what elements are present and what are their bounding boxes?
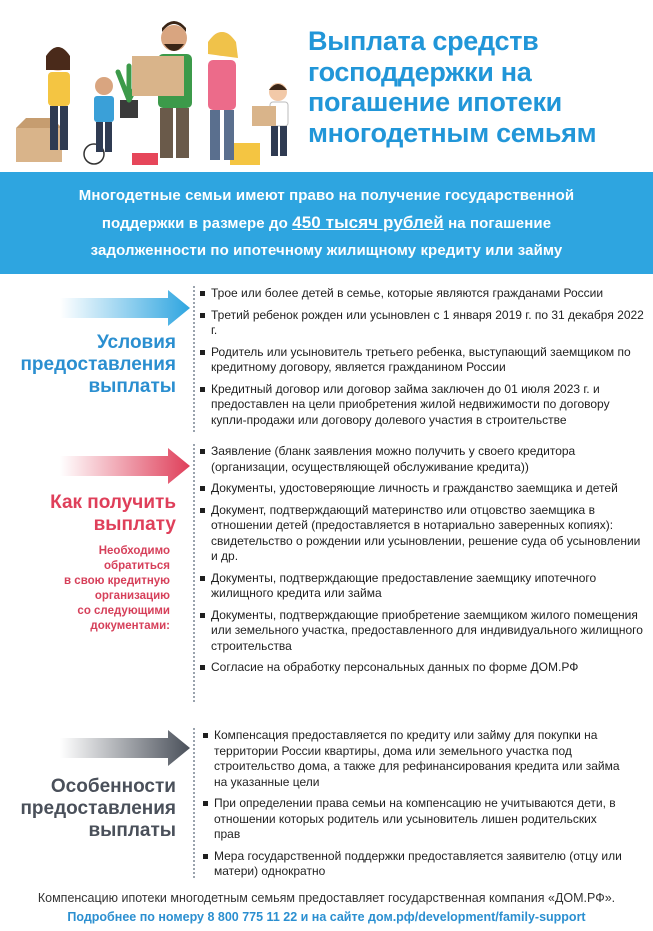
small-boy-box xyxy=(252,106,276,126)
hero xyxy=(0,0,653,170)
list-item: Трое или более детей в семье, которые являются гражданами России xyxy=(199,286,647,302)
features-section xyxy=(0,722,653,882)
features-divider xyxy=(193,728,195,878)
conditions-arrow-icon xyxy=(60,290,190,326)
page-title xyxy=(308,26,648,148)
footer-provider: Компенсацию ипотеки многодетным семьям предоставляет государственная компания «ДОМ.РФ». xyxy=(37,891,616,905)
list-item: Мера государственной поддержки предоставляется заявителю (отцу или матери) однократно xyxy=(202,849,622,880)
title-line-3: погашение ипотеки xyxy=(308,87,562,117)
list-item: Компенсация предоставляется по кредиту или займу для покупки на территории России квартиры, дома или земельного участка под строительство дома, а также для рефинансирования кредита или займа на указанные цели xyxy=(202,728,622,790)
list-item: Документы, удостоверяющие личность и гражданство заемщика и детей xyxy=(199,481,647,497)
list-item: Документ, подтверждающий материнство или отцовство заемщика в отношении детей (предоставляется в нотариально заверенных копиях): свидетельство о рождении или усыновлении, решение суда об усыновлении и др. xyxy=(199,503,647,565)
conditions-divider xyxy=(193,286,195,432)
list-item: Третий ребенок рожден или усыновлен с 1 января 2019 г. по 31 декабря 2022 г. xyxy=(199,308,647,339)
features-arrow-icon xyxy=(60,730,190,766)
how-to-note: Необходимо обратиться в свою кредитную организацию со следующими документами: xyxy=(64,545,170,632)
banner-line-1: Многодетные семьи имеют право на получение государственной xyxy=(78,187,575,204)
list-item: Документы, подтверждающие предоставление заемщику ипотечного жилищного кредита или займа xyxy=(199,571,647,602)
mother-shirt xyxy=(208,60,236,110)
box-red xyxy=(132,153,158,165)
footer-contact-link[interactable]: Подробнее по номеру 8 800 775 11 22 и на сайте дом.рф/development/family-support xyxy=(67,910,586,924)
banner-line-3: задолженности по ипотечному жилищному кредиту или займу xyxy=(90,242,563,259)
banner-line-2 xyxy=(0,209,653,237)
how-to-list xyxy=(199,444,647,682)
footer xyxy=(0,889,653,927)
list-item: Согласие на обработку персональных данных по форме ДОМ.РФ xyxy=(199,660,647,676)
how-to-divider xyxy=(193,444,195,702)
list-item: Родитель или усыновитель третьего ребенка, выступающий заемщиком по кредитному договору, является гражданином России xyxy=(199,345,647,376)
title-line-1: Выплата средств xyxy=(308,26,539,56)
how-to-title: Как получить выплату xyxy=(50,492,176,535)
support-banner xyxy=(0,172,653,274)
features-title: Особенности предоставления выплаты xyxy=(20,776,176,841)
title-line-2: господдержки на xyxy=(308,56,532,87)
father-box xyxy=(132,56,184,96)
title-line-4: многодетным семьям xyxy=(308,117,597,148)
conditions-section xyxy=(0,276,653,436)
list-item: Кредитный договор или договор займа заключен до 01 июля 2023 г. и предоставлен на цели приобретения жилой недвижимости по договору купли-продажи или договору долевого участия в строительстве xyxy=(199,382,647,429)
girl-shirt xyxy=(48,72,70,106)
list-item: При определении права семьи на компенсацию не учитываются дети, в отношении которых родитель или усыновитель лишен родительских прав xyxy=(202,796,622,843)
how-to-arrow-icon xyxy=(60,448,190,484)
list-item: Заявление (бланк заявления можно получить у своего кредитора (организации, осуществляющей обслуживание кредита)) xyxy=(199,444,647,475)
banner-line-2-before: поддержки в размере до xyxy=(101,215,293,232)
features-list xyxy=(202,728,622,886)
plant-pot xyxy=(120,100,138,118)
conditions-list xyxy=(199,286,647,434)
support-amount: 450 тысяч рублей xyxy=(292,213,444,232)
box-yellow xyxy=(230,143,260,165)
family-illustration xyxy=(8,8,298,166)
boy-head xyxy=(95,77,113,95)
conditions-title: Условия предоставления выплаты xyxy=(20,332,176,397)
how-to-section xyxy=(0,440,653,708)
banner-line-2-after: на погашение xyxy=(443,215,552,232)
list-item: Документы, подтверждающие приобретение заемщиком жилого помещения или земельного участка, предоставленного для индивидуального жилищного строительства xyxy=(199,608,647,655)
